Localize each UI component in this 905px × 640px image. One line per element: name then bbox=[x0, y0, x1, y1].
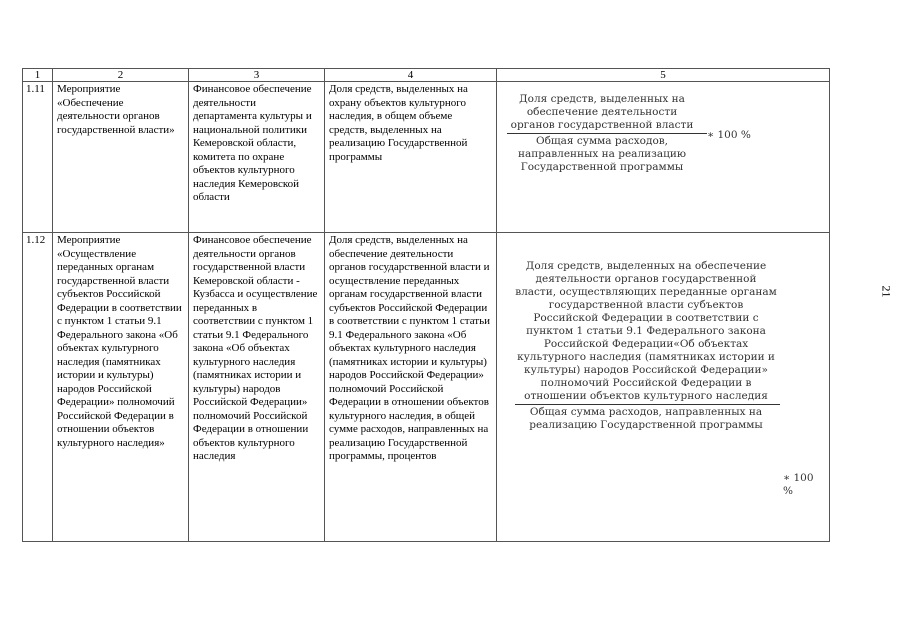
indicator-description: Доля средств, выделенных на обеспечение деятельности органов государственной власти и осуществление переданных органам государственной власти субъектов Российской Федерации в соответствии с пунктом 1 статьи 9.1 Федерального закона «Об объектах культурного наследия (памятниках истории и культуры) народов Российской Федерации» полномочий Российской Федерации в отношении объектов культурного наследия, в общей сумме расходов, направленных на реализацию Государственной программы, процентов bbox=[325, 233, 497, 542]
measure-description: Финансовое обеспечение деятельности департамента культуры и национальной политики Кемеровской области, комитета по охране объектов культурного наследия Кемеровской области bbox=[189, 82, 325, 233]
measure-description: Финансовое обеспечение деятельности органов государственной власти Кемеровской области - Кузбасса и осуществление переданных в соответствии с пунктом 1 статьи 9.1 Федерального закона «Об объектах культурного наследия (памятниках истории и культуры) народов Российской Федерации» полномочий Российской Федерации в отношении объектов культурного наследия bbox=[189, 233, 325, 542]
formula-cell bbox=[497, 82, 830, 233]
header-cell-2: 2 bbox=[53, 69, 189, 82]
formula-multiplier: ∗ 100 % bbox=[707, 129, 751, 141]
table-row bbox=[23, 82, 830, 233]
table-header-row bbox=[23, 69, 830, 82]
table-row bbox=[23, 233, 830, 542]
indicators-table bbox=[22, 68, 830, 542]
header-cell-5: 5 bbox=[497, 69, 830, 82]
formula-denominator: Общая сумма расходов, направленных на реализацию Государственной программы bbox=[529, 406, 763, 431]
measure-name: Мероприятие «Обеспечение деятельности органов государственной власти» bbox=[53, 82, 189, 233]
indicator-description: Доля средств, выделенных на охрану объектов культурного наследия, в общем объеме средств, выделенных на реализацию Государственной программы bbox=[325, 82, 497, 233]
page-number: 21 bbox=[879, 285, 894, 298]
fraction-line bbox=[507, 133, 707, 134]
row-number: 1.12 bbox=[23, 233, 53, 542]
formula-denominator: Общая сумма расходов, направленных на реализацию Государственной программы bbox=[518, 135, 686, 173]
header-cell-1: 1 bbox=[23, 69, 53, 82]
fraction-line bbox=[515, 404, 780, 405]
formula-cell bbox=[497, 233, 830, 542]
measure-name: Мероприятие «Осуществление переданных органам государственной власти субъектов Российской Федерации в соответствии с пунктом 1 статьи 9.1 Федерального закона «Об объектах культурного наследия (памятниках истории и культуры) народов Российской Федерации» полномочий Российской Федерации в отношении объектов культурного наследия» bbox=[53, 233, 189, 542]
formula bbox=[507, 93, 807, 174]
row-number: 1.11 bbox=[23, 82, 53, 233]
formula-multiplier: ∗ 100 % bbox=[783, 472, 814, 497]
header-cell-4: 4 bbox=[325, 69, 497, 82]
formula bbox=[515, 260, 825, 497]
header-cell-3: 3 bbox=[189, 69, 325, 82]
formula-numerator: Доля средств, выделенных на обеспечение деятельности органов государственной власти bbox=[510, 93, 694, 131]
formula-numerator: Доля средств, выделенных на обеспечение деятельности органов государственной власти, осуществляющих переданные органам государственной власти субъектов Российской Федерации в соответствии с пунктом 1 статьи 9.1 Федерального закона Российской Федерации«Об объектах культурного наследия (памятниках истории и культуры) народов Российской Федерации» полномочий Российской Федерации в отношении объектов культурного наследия bbox=[515, 260, 777, 402]
